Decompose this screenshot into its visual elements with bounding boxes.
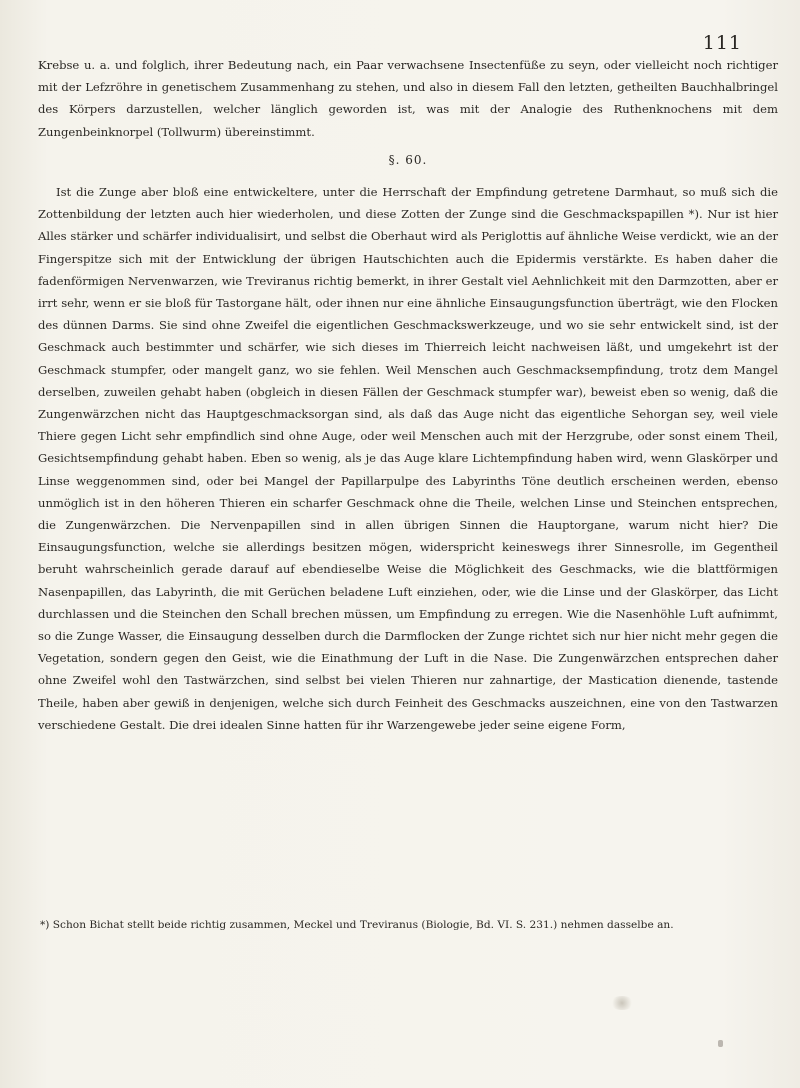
page-number: 111 [702, 32, 742, 54]
paragraph-continuation: Krebse u. a. und folglich, ihrer Bedeutung nach, ein Paar verwachsene Insectenfüße zu seyn, oder vielleicht noch richtiger mit der Lefzröhre in genetischem Zusammenhang zu stehen, und also in diesem Fall den letzten, getheilten Bauchhalbringel des Körpers darzustellen, welcher länglich geworden ist, was mit der Analogie des Ruthenknochens mit dem Zungenbeinknorpel (Tollwurm) übereinstimmt. [38, 58, 778, 139]
footnote-divider [40, 910, 776, 911]
main-text [38, 54, 778, 736]
paper-stain [610, 996, 634, 1010]
paragraph-section-60: Ist die Zunge aber bloß eine entwickeltere, unter die Herrschaft der Empfindung getretene Darmhaut, so muß sich die Zottenbildung der letzten auch hier wiederholen, und diese Zotten der Zunge sind die Geschmackspapillen *). Nur ist hier Alles stärker und schärfer individualisirt, und selbst die Oberhaut wird als Periglottis auf ähnliche Weise verdickt, wie an der Fingerspitze sich mit der Entwicklung der übrigen Hautschichten auch die Epidermis verstärkte. Es haben daher die fadenförmigen Nervenwarzen, wie Treviranus richtig bemerkt, in ihrer Gestalt viel Aehnlichkeit mit den Darmzotten, aber er irrt sehr, wenn er sie bloß für Tastorgane hält, oder ihnen nur eine ähnliche Einsaugungsfunction überträgt, wie den Flocken des dünnen Darms. Sie sind ohne Zweifel die eigentlichen Geschmackswerkzeuge, und wo sie sehr entwickelt sind, ist der Geschmack auch bestimmter und schärfer, wie sich dieses im Thierreich leicht nachweisen läßt, und umgekehrt ist der Geschmack stumpfer, oder mangelt ganz, wo sie fehlen. Weil Menschen auch Geschmacksempfindung, trotz dem Mangel derselben, zuweilen gehabt haben (obgleich in diesen Fällen der Geschmack stumpfer war), beweist eben so wenig, daß die Zungenwärzchen nicht das Hauptgeschmacksorgan sind, als daß das Auge nicht das eigentliche Sehorgan sey, weil viele Thiere gegen Licht sehr empfindlich sind ohne Auge, oder weil Menschen auch mit der Herzgrube, oder sonst einem Theil, Gesichtsempfindung gehabt haben. Eben so wenig, als je das Auge klare Lichtempfindung haben wird, wenn Glaskörper und Linse weggenommen sind, oder bei Mangel der Papillarpulpe des Labyrinths Töne deutlich erscheinen werden, ebenso unmöglich ist in den höheren Thieren ein scharfer Geschmack ohne die Theile, welchen Linse und Steinchen entsprechen, die Zungenwärzchen. Die Nervenpapillen sind in allen übrigen Sinnen die Hauptorgane, warum nicht hier? Die Einsaugungsfunction, welche sie allerdings besitzen mögen, widerspricht keineswegs ihrer Sinnesrolle, im Gegentheil beruht wahrscheinlich gerade darauf auf ebendieselbe Weise die Möglichkeit des Geschmacks, wie die blattförmigen Nasenpapillen, das Labyrinth, die mit Gerüchen beladene Luft einziehen, oder, wie die Linse und der Glaskörper, das Licht durchlassen und die Steinchen den Schall brechen müssen, um Empfindung zu erregen. Wie die Nasenhöhle Luft aufnimmt, so die Zunge Wasser, die Einsaugung desselben durch die Darmflocken der Zunge richtet sich nur hier nicht mehr gegen die Vegetation, sondern gegen den Geist, wie die Einathmung der Luft in die Nase. Die Zungenwärzchen entsprechen daher ohne Zweifel wohl den Tastwärzchen, sind selbst bei vielen Thieren nur zahnartige, der Mastication dienende, tastende Theile, haben aber gewiß in denjenigen, welche sich durch Feinheit des Geschmacks auszeichnen, eine von den Tastwarzen verschiedene Gestalt. Die drei idealen Sinne hatten für ihr Warzengewebe jeder seine eigene Form, [38, 185, 778, 732]
footnote: *) Schon Bichat stellt beide richtig zusammen, Meckel und Treviranus (Biologie, Bd. VI. S. 231.) nehmen dasselbe an. [40, 919, 674, 931]
section-heading: §. 60. [388, 152, 428, 167]
paper-speck [718, 1040, 723, 1047]
